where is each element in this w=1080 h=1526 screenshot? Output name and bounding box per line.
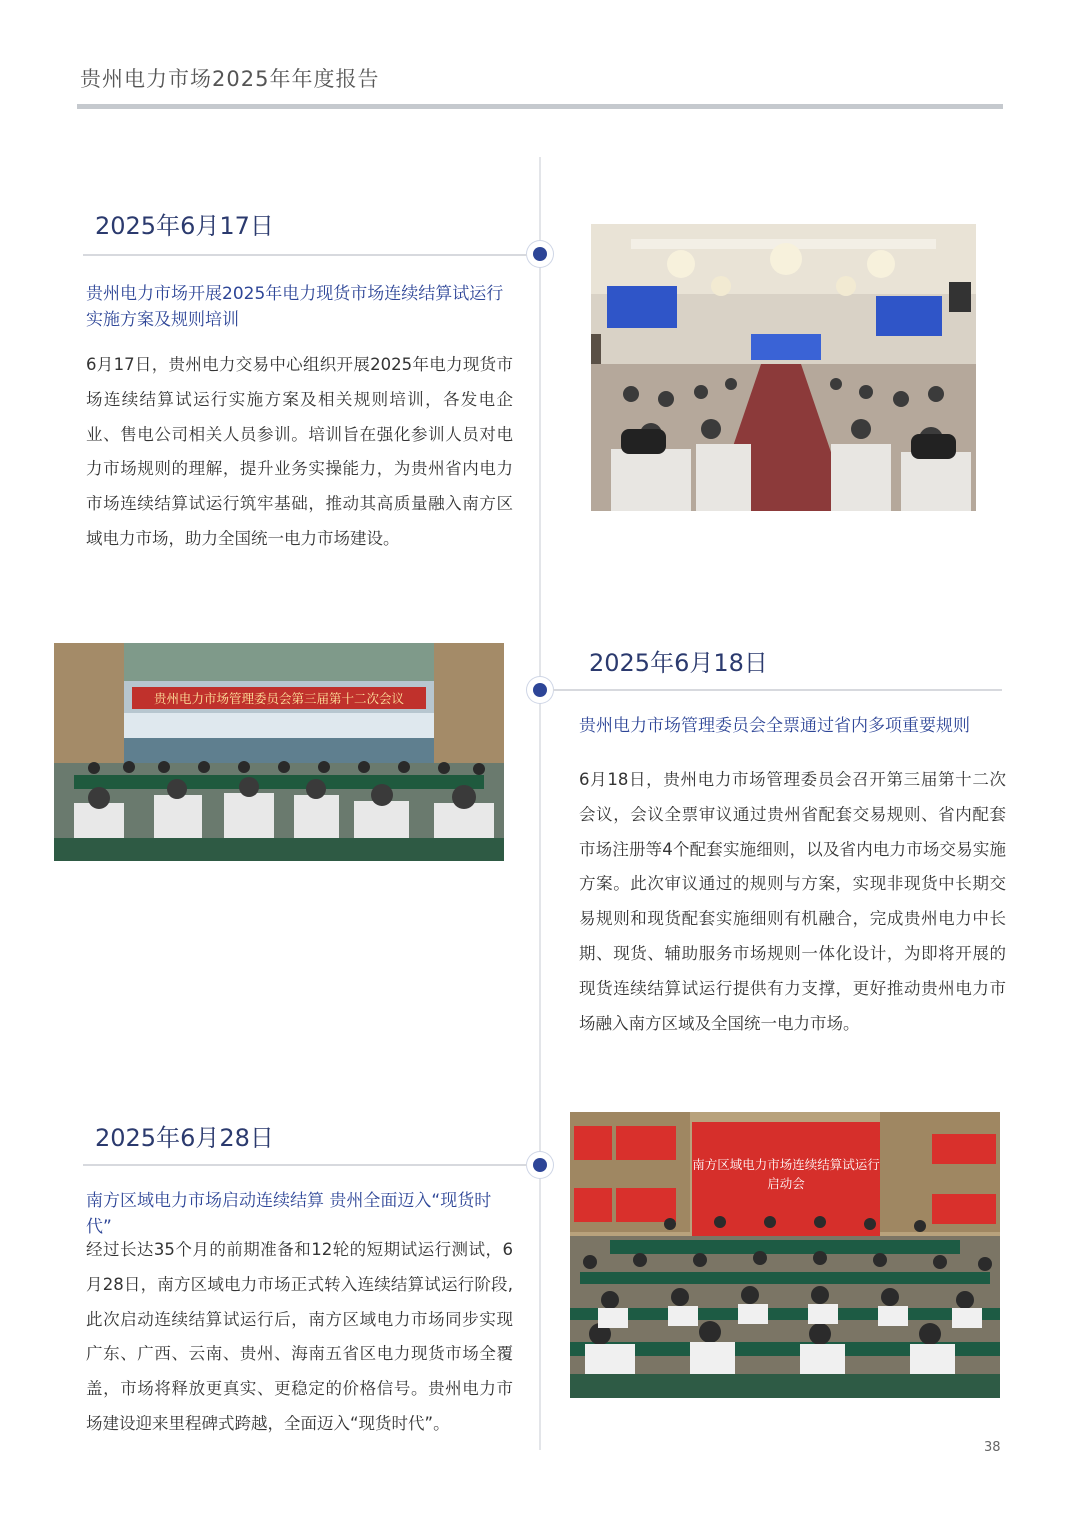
entry-headline: 贵州电力市场开展2025年电力现货市场连续结算试运行实施方案及规则培训 — [86, 284, 504, 330]
date-divider — [553, 689, 1002, 691]
entry-body: 6月17日，贵州电力交易中心组织开展2025年电力现货市场连续结算试运行实施方案及相关规则培训，各发电企业、售电公司相关人员参训。培训旨在强化参训人员对电力市场规则的理解，提升业务实操能力，为贵州省内电力市场连续结算试运行筑牢基础，推动其高质量融入南方区域电力市场，助力全国统一电力市场建设。 — [86, 355, 513, 548]
launch-banner-text-line1: 南方区域电力市场连续结算试运行 — [692, 1157, 880, 1172]
meeting-banner-text: 贵州电力市场管理委员会第三届第十二次会议 — [153, 691, 405, 706]
launch-meeting-photo — [570, 1112, 1000, 1398]
entry-headline: 贵州电力市场管理委员会全票通过省内多项重要规则 — [579, 716, 970, 736]
entry-date: 2025年6月28日 — [95, 1124, 274, 1152]
document-title: 贵州电力市场2025年年度报告 — [80, 67, 380, 91]
entry-date: 2025年6月17日 — [95, 212, 274, 240]
timeline-node-3 — [527, 1152, 553, 1178]
training-session-photo — [591, 224, 976, 511]
timeline-line — [539, 157, 541, 1450]
page-number: 38 — [984, 1440, 1001, 1455]
entry-body: 经过长达35个月的前期准备和12轮的短期试运行测试，6月28日，南方区域电力市场正式转入连续结算试运行阶段,此次启动连续结算试运行后，南方区域电力市场同步实现广东、广西、云南、贵州、海南五省区电力现货市场全覆盖，市场将释放更真实、更稳定的价格信号。贵州电力市场建设迎来里程碑式跨越，全面迈入“现货时代”。 — [86, 1240, 513, 1433]
launch-banner-text-line2: 启动会 — [767, 1176, 805, 1191]
header-divider — [77, 104, 1003, 109]
entry-body: 6月18日，贵州电力市场管理委员会召开第三届第十二次会议，会议全票审议通过贵州省配套交易规则、省内配套市场注册等4个配套实施细则，以及省内电力市场交易实施方案。此次审议通过的规则与方案，实现非现货中长期交易规则和现货配套实施细则有机融合，完成贵州电力中长期、现货、辅助服务市场规则一体化设计，为即将开展的现货连续结算试运行提供有力支撑，更好推动贵州电力市场融入南方区域及全国统一电力市场。 — [579, 770, 1006, 1033]
committee-meeting-photo — [54, 643, 504, 861]
date-divider — [83, 254, 527, 256]
date-divider — [83, 1164, 527, 1166]
timeline-node-2 — [527, 677, 553, 703]
entry-date: 2025年6月18日 — [589, 649, 768, 677]
timeline-node-1 — [527, 241, 553, 267]
entry-headline: 南方区域电力市场启动连续结算 贵州全面迈入“现货时代” — [86, 1191, 492, 1237]
